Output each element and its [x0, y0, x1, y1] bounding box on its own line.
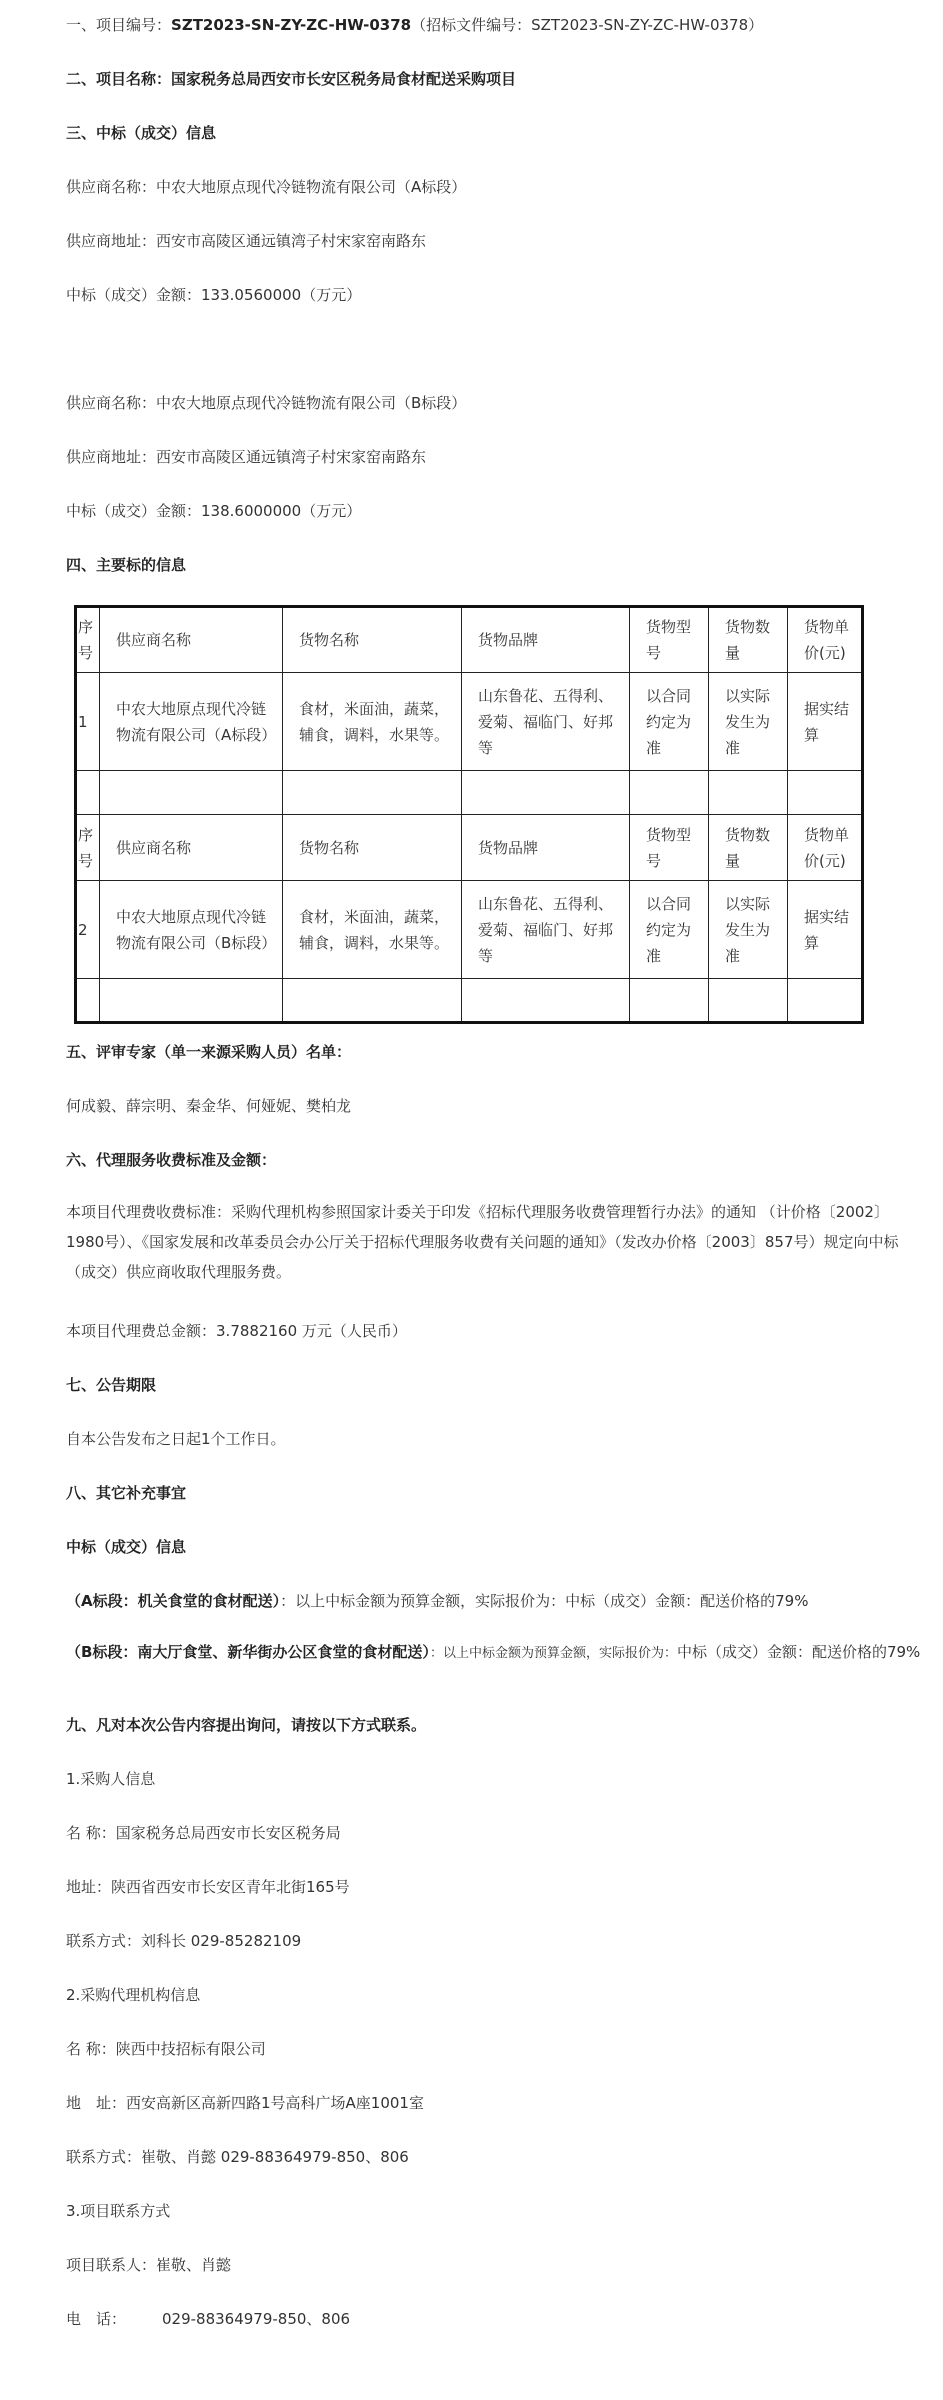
table-empty-row	[76, 979, 863, 1023]
award-heading: 三、中标（成交）信息	[66, 124, 217, 142]
supplement-subheading: 中标（成交）信息	[66, 1538, 187, 1556]
header-cell: 序号	[76, 815, 100, 881]
table-cell: 中农大地原点现代冷链物流有限公司（B标段）	[100, 881, 283, 979]
supplier-address-b: 供应商地址：西安市高陵区通远镇湾子村宋家窑南路东	[66, 448, 427, 466]
agency-address: 地 址：西安高新区高新四路1号高科广场A座1001室	[66, 2094, 424, 2112]
table-cell: 1	[76, 673, 100, 771]
agency-contact: 联系方式：崔敬、肖懿 029-88364979-850、806	[66, 2148, 409, 2166]
table-cell: 以合同约定为准	[630, 881, 709, 979]
header-cell: 货物数量	[709, 607, 788, 673]
experts-heading: 五、评审专家（单一来源采购人员）名单：	[66, 1043, 352, 1061]
project-contact-person: 项目联系人：崔敬、肖懿	[66, 2256, 232, 2274]
supplier-name-a: 供应商名称：中农大地原点现代冷链物流有限公司（A标段）	[66, 178, 467, 196]
subject-heading: 四、主要标的信息	[66, 556, 187, 574]
header-cell: 货物单价(元)	[788, 815, 863, 881]
table-cell: 以实际发生为准	[709, 881, 788, 979]
subject-table	[74, 605, 864, 1024]
purchaser-contact: 联系方式：刘科长 029-85282109	[66, 1932, 302, 1950]
contact-heading: 九、凡对本次公告内容提出询问，请按以下方式联系。	[66, 1716, 427, 1734]
header-cell: 货物名称	[283, 607, 462, 673]
project-contact-phone: 电 话： 029-88364979-850、806	[66, 2310, 351, 2328]
agency-name: 名 称：陕西中技招标有限公司	[66, 2040, 266, 2058]
header-cell: 供应商名称	[100, 607, 283, 673]
header-cell: 供应商名称	[100, 815, 283, 881]
notice-period-text: 自本公告发布之日起1个工作日。	[66, 1430, 286, 1448]
agency-fee-total: 本项目代理费总金额：3.7882160 万元（人民币）	[66, 1322, 407, 1340]
notice-period-heading: 七、公告期限	[66, 1376, 157, 1394]
award-amount-a: 中标（成交）金额：133.0560000（万元）	[66, 286, 362, 304]
header-cell: 货物数量	[709, 815, 788, 881]
table-header-row	[76, 815, 863, 881]
header-cell: 货物单价(元)	[788, 607, 863, 673]
table-cell: 以实际发生为准	[709, 673, 788, 771]
table-cell: 中农大地原点现代冷链物流有限公司（A标段）	[100, 673, 283, 771]
table-cell: 据实结算	[788, 881, 863, 979]
agency-fee-heading: 六、代理服务收费标准及金额：	[66, 1151, 277, 1169]
supplement-heading: 八、其它补充事宜	[66, 1484, 187, 1502]
table-cell: 食材，米面油，蔬菜，辅食，调料，水果等。	[283, 881, 462, 979]
purchaser-address: 地址：陕西省西安市长安区青年北街165号	[66, 1878, 350, 1896]
table-row	[76, 881, 863, 979]
header-cell: 货物品牌	[462, 607, 630, 673]
supplement-lot-a: （A标段：机关食堂的食材配送）：以上中标金额为预算金额，实际报价为：中标（成交）金额：配送价格的79%	[66, 1592, 809, 1610]
header-cell: 货物型号	[630, 607, 709, 673]
supplier-name-b: 供应商名称：中农大地原点现代冷链物流有限公司（B标段）	[66, 394, 467, 412]
table-header-row	[76, 607, 863, 673]
header-cell: 序号	[76, 607, 100, 673]
supplement-lot-b: （B标段：南大厅食堂、新华街办公区食堂的食材配送）：以上中标金额为预算金额，实际报价为：中标（成交）金额：配送价格的79%	[66, 1643, 921, 1661]
table-cell: 2	[76, 881, 100, 979]
purchaser-title: 1.采购人信息	[66, 1770, 156, 1788]
table-cell: 山东鲁花、五得利、爱菊、福临门、好邦等	[462, 673, 630, 771]
agency-fee-standard: 本项目代理费收费标准：采购代理机构参照国家计委关于印发《招标代理服务收费管理暂行办法》的通知 （计价格〔2002〕1980号）、《国家发展和改革委员会办公厅关于招标代理服务收费有关问题的通知》（发改办价格〔2003〕857号）规定向中标（成交）供应商收取代理服务费。	[66, 1203, 899, 1281]
agency-title: 2.采购代理机构信息	[66, 1986, 201, 2004]
project-name: 二、项目名称：国家税务总局西安市长安区税务局食材配送采购项目	[66, 70, 517, 88]
header-cell: 货物型号	[630, 815, 709, 881]
table-cell: 食材，米面油，蔬菜，辅食，调料，水果等。	[283, 673, 462, 771]
header-cell: 货物品牌	[462, 815, 630, 881]
supplier-address-a: 供应商地址：西安市高陵区通远镇湾子村宋家窑南路东	[66, 232, 427, 250]
project-contact-title: 3.项目联系方式	[66, 2202, 171, 2220]
header-cell: 货物名称	[283, 815, 462, 881]
table-cell: 以合同约定为准	[630, 673, 709, 771]
purchaser-name: 名 称：国家税务总局西安市长安区税务局	[66, 1824, 341, 1842]
table-row	[76, 673, 863, 771]
table-empty-row	[76, 771, 863, 815]
table-cell: 山东鲁花、五得利、爱菊、福临门、好邦等	[462, 881, 630, 979]
experts-list: 何成毅、薛宗明、秦金华、何娅妮、樊柏龙	[66, 1097, 352, 1115]
table-cell: 据实结算	[788, 673, 863, 771]
project-number: 一、项目编号：SZT2023-SN-ZY-ZC-HW-0378（招标文件编号：SZT2023-SN-ZY-ZC-HW-0378）	[66, 16, 764, 34]
award-amount-b: 中标（成交）金额：138.6000000（万元）	[66, 502, 362, 520]
